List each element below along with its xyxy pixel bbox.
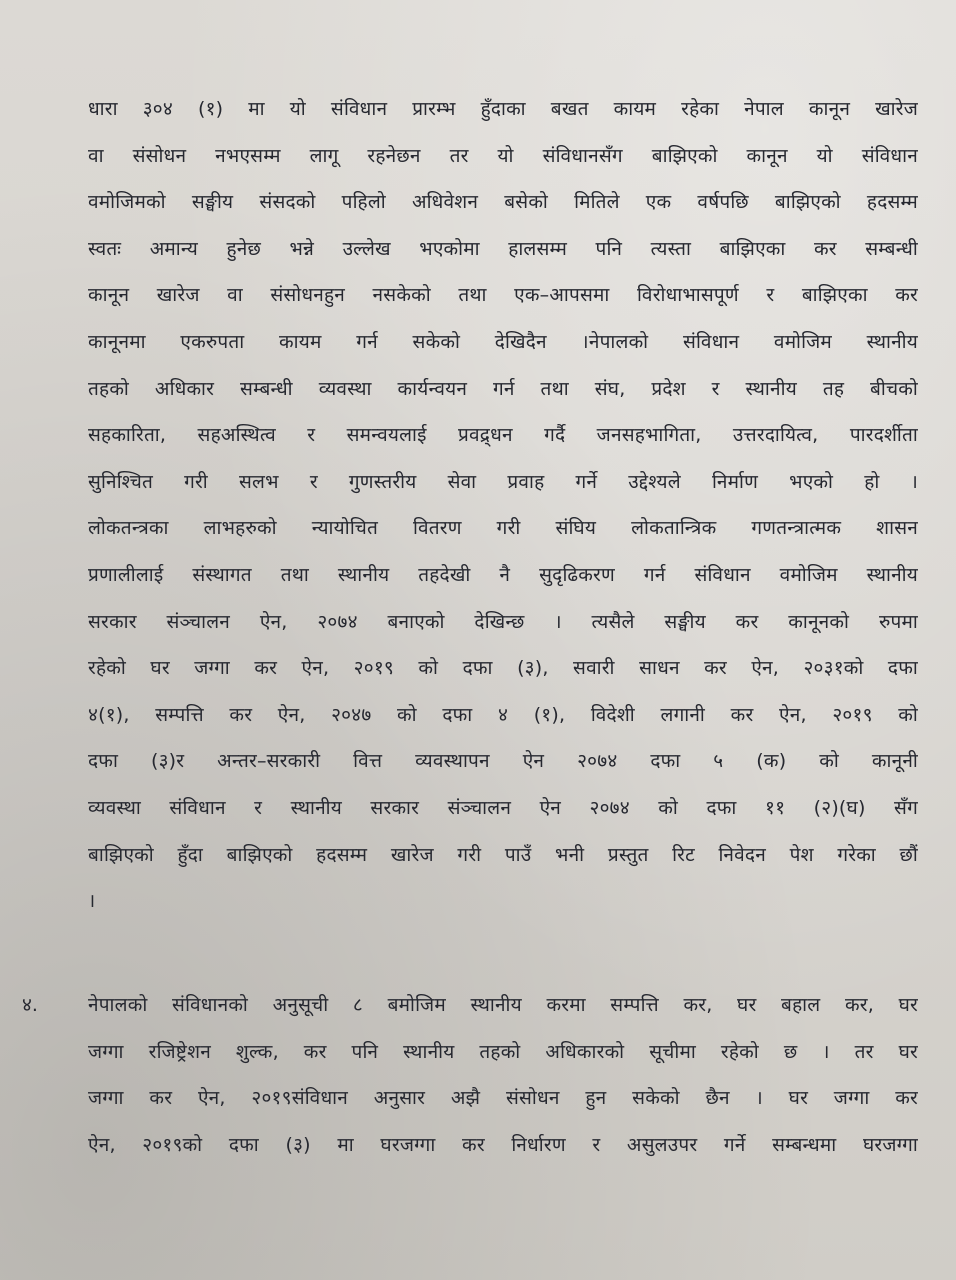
text-line: ऐन, २०१९को दफा (३) मा घरजग्गा कर निर्धारण र असुलउपर गर्ने सम्बन्धमा घरजग्गा — [88, 1133, 918, 1156]
text-line: सरकार संञ्चालन ऐन, २०७४ बनाएको देखिन्छ । त्यसैले सङ्घीय कर कानूनको रुपमा — [88, 610, 918, 633]
text-line: नेपालको संविधानको अनुसूची ८ बमोजिम स्थानीय करमा सम्पत्ति कर, घर बहाल कर, घर — [88, 994, 918, 1016]
text-line: लोकतन्त्रका लाभहरुको न्यायोचित वितरण गरी संघिय लोकतान्त्रिक गणतन्त्रात्मक शासन — [88, 517, 918, 540]
text-line: सुनिश्चित गरी सलभ र गुणस्तरीय सेवा प्रवाह गर्ने उद्देश्यले निर्माण भएको हो । — [88, 470, 918, 493]
text-line: धारा ३०४ (१) मा यो संविधान प्रारम्भ हुँदाका बखत कायम रहेका नेपाल कानून खारेज — [88, 98, 918, 120]
paragraph-3 — [88, 86, 918, 925]
text-line: । — [88, 890, 96, 913]
paragraph-4 — [88, 982, 918, 1168]
text-line: वा संसोधन नभएसम्म लागू रहनेछन तर यो संविधानसँग बाझिएको कानून यो संविधान — [88, 144, 918, 167]
text-line: रहेको घर जग्गा कर ऐन, २०१९ को दफा (३), सवारी साधन कर ऐन, २०३१को दफा — [88, 657, 918, 680]
text-line: तहको अधिकार सम्बन्धी व्यवस्था कार्यन्वयन गर्न तथा संघ, प्रदेश र स्थानीय तह बीचको — [88, 377, 918, 400]
text-line: बाझिएको हुँदा बाझिएको हदसम्म खारेज गरी पाउँ भनी प्रस्तुत रिट निवेदन पेश गरेका छौं — [88, 843, 918, 866]
text-line: कानून खारेज वा संसोधनहुन नसकेको तथा एक–आपसमा विरोधाभासपूर्ण र बाझिएका कर — [88, 284, 918, 307]
text-line: जग्गा रजिष्ट्रेशन शुल्क, कर पनि स्थानीय तहको अधिकारको सूचीमा रहेको छ । तर घर — [88, 1040, 918, 1063]
text-line: प्रणालीलाई संस्थागत तथा स्थानीय तहदेखी नै सुदृढिकरण गर्न संविधान वमोजिम स्थानीय — [88, 563, 918, 586]
text-line: कानूनमा एकरुपता कायम गर्न सकेको देखिदैन ।नेपालको संविधान वमोजिम स्थानीय — [88, 330, 918, 353]
paragraph-number: ४. — [22, 994, 38, 1016]
text-line: स्वतः अमान्य हुनेछ भन्ने उल्लेख भएकोमा हालसम्म पनि त्यस्ता बाझिएका कर सम्बन्धी — [88, 237, 918, 260]
text-line: दफा (३)र अन्तर–सरकारी वित्त व्यवस्थापन ऐन २०७४ दफा ५ (क) को कानूनी — [88, 750, 918, 773]
text-line: जग्गा कर ऐन, २०१९संविधान अनुसार अझै संसोधन हुन सकेको छैन । घर जग्गा कर — [88, 1087, 918, 1110]
text-line: सहकारिता, सहअस्थित्व र समन्वयलाई प्रवद्र्धन गर्दै जनसहभागिता, उत्तरदायित्व, पारदर्शीता — [88, 424, 918, 447]
text-line: ४(१), सम्पत्ति कर ऐन, २०४७ को दफा ४ (१), विदेशी लगानी कर ऐन, २०१९ को — [88, 703, 918, 726]
text-line: व्यवस्था संविधान र स्थानीय सरकार संञ्चालन ऐन २०७४ को दफा ११ (२)(घ) सँग — [88, 796, 918, 819]
text-line: वमोजिमको सङ्घीय संसदको पहिलो अधिवेशन बसेको मितिले एक वर्षपछि बाझिएको हदसम्म — [88, 191, 918, 214]
